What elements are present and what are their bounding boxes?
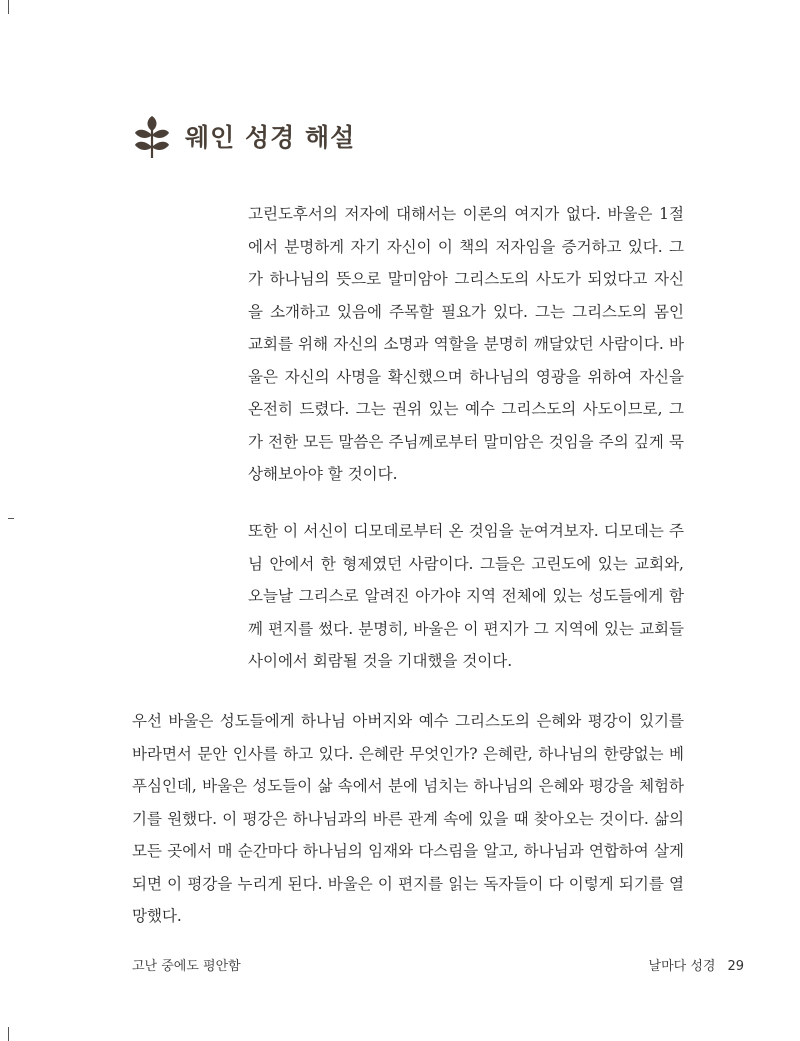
section-heading [133,112,355,160]
series-title: 날마다 성경 [648,959,716,974]
paragraph-text: 우선 바울은 성도들에게 하나님 아버지와 예수 그리스도의 은혜와 평강이 있기를 바라면서 문안 인사를 하고 있다. 은혜란 무엇인가? 은혜란, 하나님의 한량없는 베푸심인데, 바울은 성도들이 삶 속에서 분에 넘치는 하나님의 은혜와 평강을 체험하기를 원했다. 이 평강은 하나님과의 바른 관계 속에 있을 때 찾아오는 것이다. 삶의 모든 곳에서 매 순간마다 하나님의 임재와 다스림을 알고, 하나님과 연합하여 살게 되면 이 평강을 누리게 된다. 바울은 이 편지를 읽는 독자들이 다 이렇게 되기를 열망했다. [132,712,684,925]
crop-mark-bottom [8,1027,9,1041]
page-number: 29 [727,959,744,974]
paragraph-text: 또한 이 서신이 디모데로부터 온 것임을 눈여겨보자. 디모데는 주님 안에서 한 형제였던 사람이다. 그들은 고린도에 있는 교회와, 오늘날 그리스로 알려진 아가야 지역 전체에 있는 성도들에게 함께 편지를 썼다. 분명히, 바울은 이 편지가 그 지역에 있는 교회들 사이에서 회람될 것을 기대했을 것이다. [248,522,684,670]
crop-mark-top [8,0,9,14]
leaf-sprig-icon [133,112,171,160]
commentary-paragraph-1 [248,198,684,491]
crop-mark-middle [8,518,14,519]
running-footer-right [649,955,744,974]
running-footer-book-title: 고난 중에도 평안함 [132,959,241,974]
commentary-paragraph-2 [248,515,684,678]
paragraph-text: 고린도후서의 저자에 대해서는 이론의 여지가 없다. 바울은 1절에서 분명하게 자기 자신이 이 책의 저자임을 증거하고 있다. 그가 하나님의 뜻으로 말미암아 그리스도의 사도가 되었다고 자신을 소개하고 있음에 주목할 필요가 있다. 그는 그리스도의 몸인 교회를 위해 자신의 소명과 역할을 분명히 깨달았던 사람이다. 바울은 자신의 사명을 확신했으며 하나님의 영광을 위하여 자신을 온전히 드렸다. 그는 권위 있는 예수 그리스도의 사도이므로, 그가 전한 모든 말씀은 주님께로부터 말미암은 것임을 주의 깊게 묵상해보아야 할 것이다. [248,205,684,483]
section-title: 웨인 성경 해설 [185,123,356,152]
commentary-paragraph-3 [132,705,684,933]
